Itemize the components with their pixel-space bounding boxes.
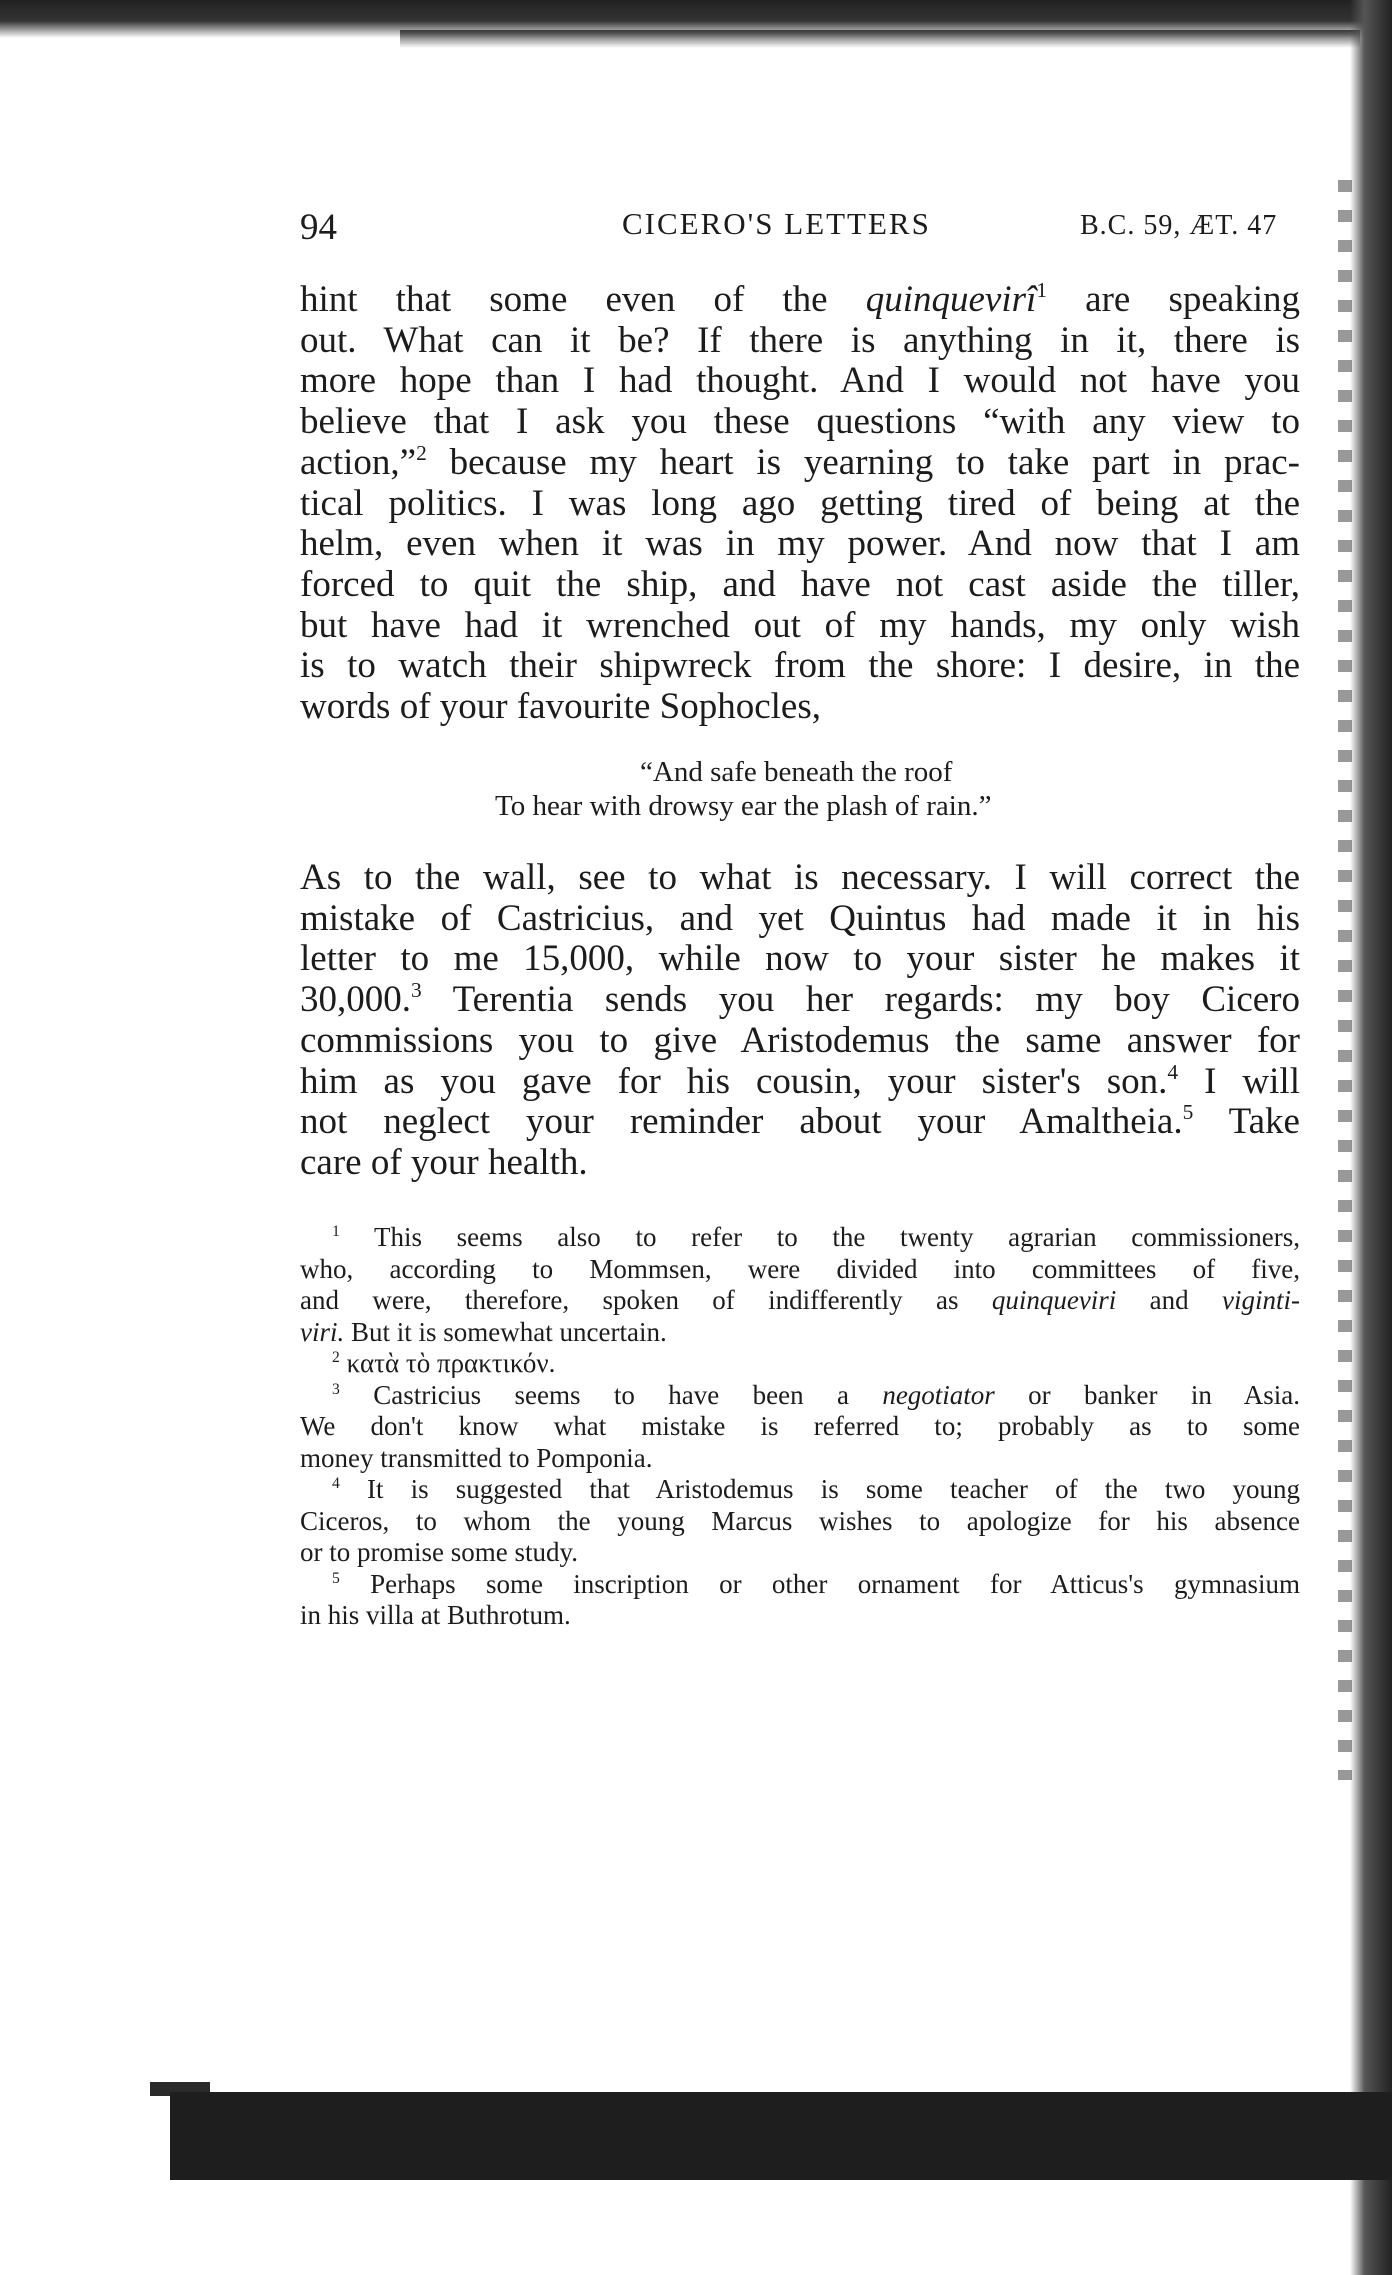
body-paragraph-1: [300, 280, 1300, 728]
italic-run: quinqueviri: [991, 1285, 1117, 1315]
footnote-line: [300, 1317, 1300, 1349]
para1-line: [300, 321, 1300, 362]
footnote-marker: 4: [332, 1474, 340, 1492]
footnote-marker: 1: [332, 1222, 340, 1240]
book-page: [300, 0, 1310, 2275]
italic-run: quinquevirî: [865, 279, 1037, 320]
text-run: forced to quit the ship, and have not cast aside the tiller,: [300, 563, 1300, 605]
para1-line: [300, 361, 1300, 402]
text-run: words of your favourite Sophocles,: [300, 686, 821, 728]
italic-run: negotiator: [882, 1379, 995, 1410]
text-run: or to promise some study.: [300, 1537, 578, 1567]
verse-line-1: “And safe beneath the roof: [640, 756, 953, 788]
footnote-line: [300, 1254, 1300, 1286]
text-run: action,”: [300, 441, 417, 483]
para2-line: [300, 899, 1300, 940]
footnote-marker: 2: [416, 440, 427, 465]
text-run: but have had it wrenched out of my hands, my only wish: [300, 604, 1300, 646]
para1-line: [300, 402, 1300, 443]
para2-line: [300, 939, 1300, 980]
italic-run: viri.: [300, 1316, 345, 1347]
text-run: helm, even when it was in my power. And now that I am: [300, 523, 1300, 565]
footnote-marker: 3: [411, 978, 422, 1003]
page-number: 94: [300, 207, 337, 248]
footnote-marker: 1: [1036, 278, 1048, 303]
text-run: 30,000.: [300, 979, 411, 1021]
body-paragraph-2: [300, 858, 1300, 1184]
para2-line: [300, 1021, 1300, 1062]
scan-right-edge: [1350, 0, 1392, 2275]
text-run: or banker in Asia.: [994, 1379, 1300, 1410]
text-run: who, according to Mommsen, were divided into committees of five,: [300, 1253, 1300, 1284]
text-run: care of your health.: [300, 1141, 588, 1183]
para1-line: [300, 524, 1300, 565]
footnote-line: [300, 1506, 1300, 1538]
text-run: because my heart is yearning to take part in prac-: [426, 441, 1300, 483]
text-run: But it is somewhat uncertain.: [344, 1316, 667, 1347]
date-line: B.C. 59, ÆT. 47: [1080, 210, 1278, 241]
para2-line: [300, 1143, 1300, 1184]
footnote-line: [300, 1569, 1300, 1601]
text-run: money transmitted to Pomponia.: [300, 1442, 653, 1473]
footnote-line: [300, 1285, 1300, 1317]
para2-line: [300, 1102, 1300, 1143]
text-run: hint that some even of the: [300, 279, 866, 320]
footnote-line: [300, 1411, 1300, 1443]
para1-line: [300, 440, 1300, 484]
footnote-marker: 3: [332, 1380, 340, 1398]
footnote-line: [300, 1474, 1300, 1506]
footnote-line: [300, 1443, 1300, 1475]
footnote-line: [300, 1222, 1300, 1254]
para1-line: [300, 606, 1300, 647]
footnote-marker: 5: [332, 1569, 340, 1587]
text-run: not neglect your reminder about your Amaltheia.: [300, 1101, 1183, 1143]
footnotes: [300, 1222, 1300, 1632]
footnote-line: [300, 1348, 1300, 1380]
text-run: tical politics. I was long ago getting tired of being at the: [300, 482, 1300, 524]
footnote-line: [300, 1537, 1300, 1569]
footnote-marker: 4: [1167, 1059, 1179, 1084]
verse-line-2: To hear with drowsy ear the plash of rain.”: [495, 790, 992, 822]
para1-line: [300, 280, 1300, 321]
para2-line: [300, 858, 1300, 899]
footnote-marker: 2: [332, 1348, 340, 1366]
running-title: CICERO'S LETTERS: [622, 206, 931, 241]
text-run: and were, therefore, spoken of indifferently as: [300, 1285, 992, 1315]
text-run: As to the wall, see to what is necessary. I will correct the: [300, 857, 1300, 898]
text-run: Terentia sends you her regards: my boy Cicero: [421, 979, 1300, 1021]
footnote-line: [300, 1600, 1300, 1632]
text-run: is to watch their shipwreck from the shore: I desire, in the: [300, 645, 1300, 687]
footnote-marker: 5: [1182, 1100, 1194, 1125]
verse-quotation: [300, 755, 1310, 823]
text-run: him as you gave for his cousin, your sister's son.: [300, 1060, 1168, 1102]
text-run: are speaking: [1047, 279, 1300, 320]
para1-line: [300, 565, 1300, 606]
italic-run: viginti-: [1222, 1285, 1300, 1315]
para1-line: [300, 687, 1300, 728]
text-run: Take: [1193, 1101, 1300, 1143]
text-run: more hope than I had thought. And I would not have you: [300, 360, 1300, 402]
text-run: in his villa at Buthrotum.: [300, 1600, 571, 1630]
text-run: It is suggested that Aristodemus is some teacher of the two young: [339, 1474, 1300, 1504]
footnote-line: [300, 1380, 1300, 1412]
running-header: [300, 200, 1310, 260]
text-run: believe that I ask you these questions “with any view to: [300, 401, 1300, 443]
text-run: and: [1116, 1285, 1223, 1315]
para2-line: [300, 980, 1300, 1021]
text-run: We don't know what mistake is referred to; probably as to some: [300, 1411, 1300, 1441]
para1-line: [300, 484, 1300, 525]
text-run: Perhaps some inscription or other ornament for Atticus's gymnasium: [339, 1568, 1300, 1599]
para2-line: [300, 1059, 1300, 1103]
text-run: κατὰ τὸ πρακτικόν.: [339, 1348, 556, 1378]
text-run: mistake of Castricius, and yet Quintus had made it in his: [300, 897, 1300, 939]
scan-gutter-shadow: [1338, 180, 1352, 1780]
text-run: I will: [1178, 1060, 1300, 1102]
text-run: This seems also to refer to the twenty agrarian commissioners,: [339, 1222, 1300, 1252]
text-run: out. What can it be? If there is anything in it, there is: [300, 319, 1300, 361]
text-run: letter to me 15,000, while now to your sister he makes it: [300, 938, 1300, 980]
text-run: Ciceros, to whom the young Marcus wishes to apologize for his absence: [300, 1505, 1300, 1536]
para1-line: [300, 646, 1300, 687]
text-run: Castricius seems to have been a: [339, 1379, 883, 1410]
text-run: commissions you to give Aristodemus the same answer for: [300, 1019, 1300, 1061]
